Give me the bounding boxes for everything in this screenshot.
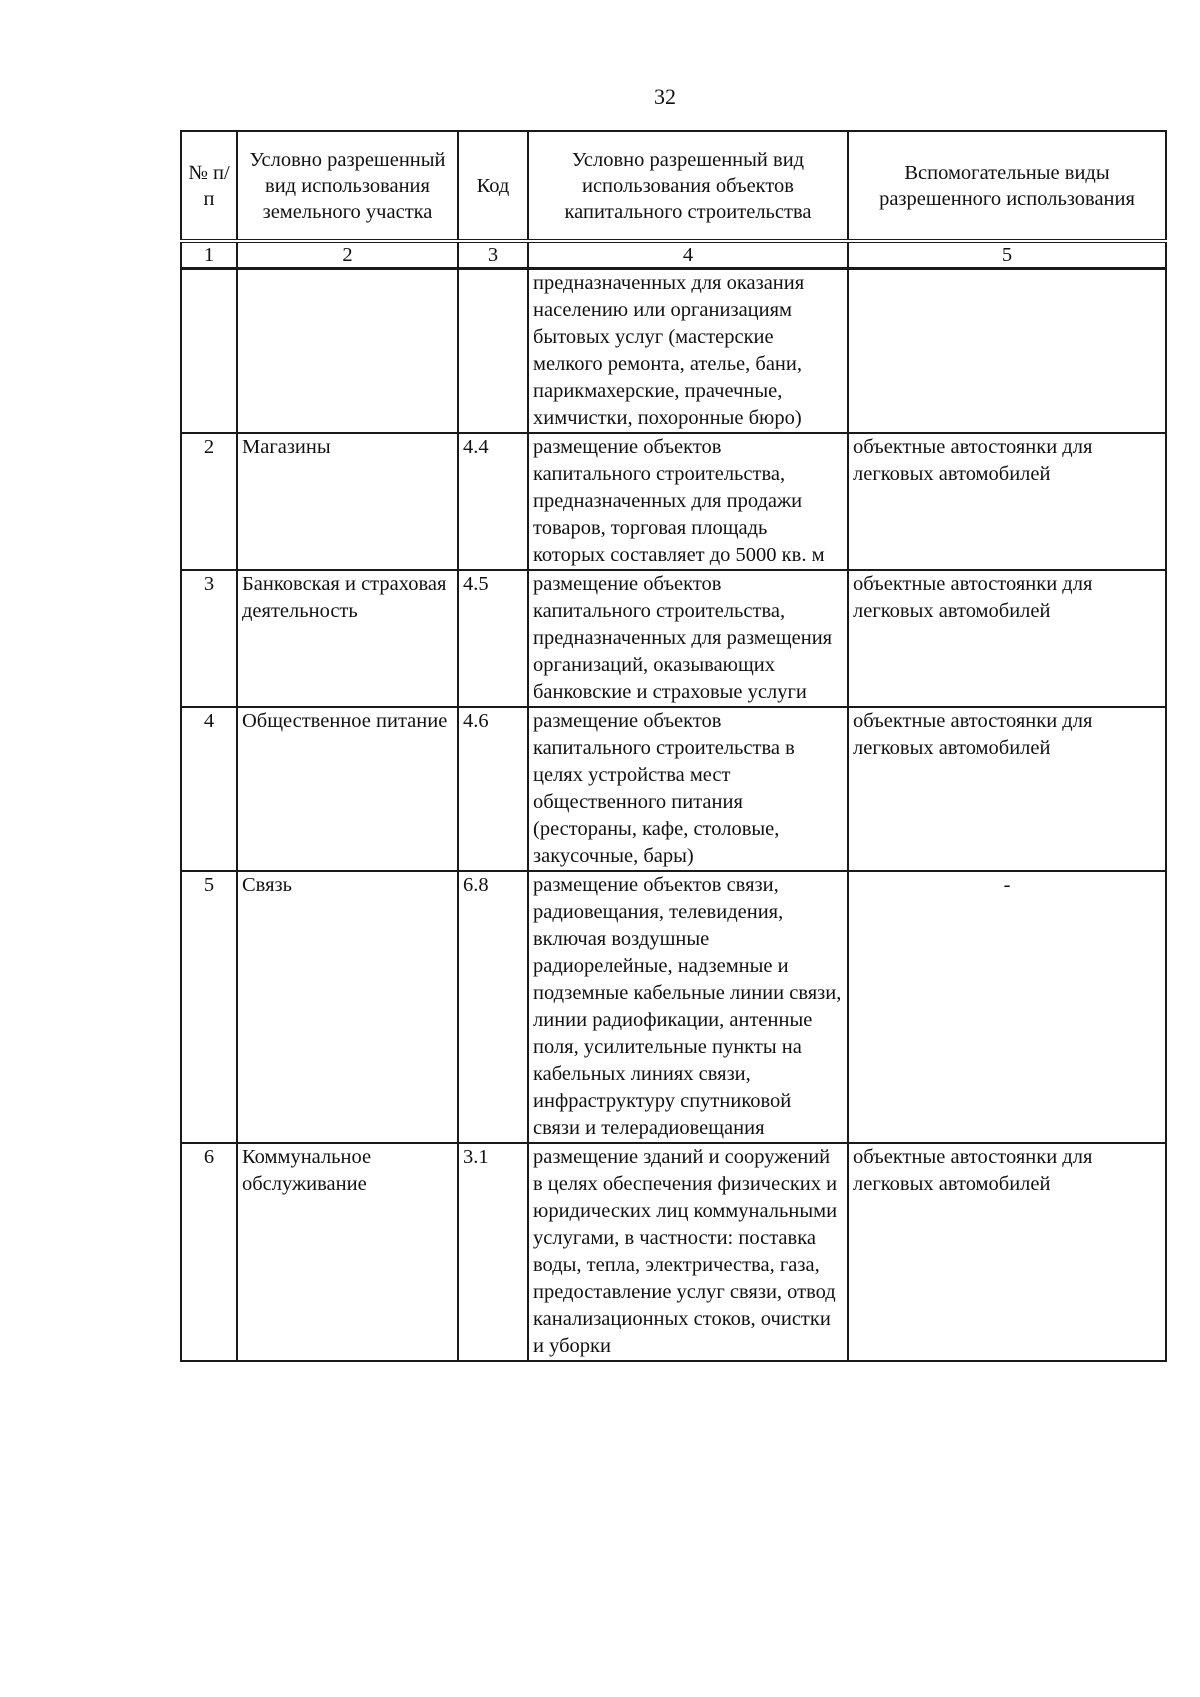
row-land-use: Банковская и страховая деятельность — [237, 570, 458, 707]
table-row — [181, 871, 1166, 1143]
row-code: 4.4 — [458, 433, 528, 570]
row-land-use: Общественное питание — [237, 707, 458, 871]
row-num: 2 — [181, 433, 237, 570]
row-land-use — [237, 269, 458, 434]
row-building-use: размещение объектов капитального строительства, предназначенных для продажи товаров, торговая площадь которых составляет до 5000 кв. м — [528, 433, 848, 570]
table-row — [181, 707, 1166, 871]
row-auxiliary: объектные автостоянки для легковых автомобилей — [848, 707, 1166, 871]
row-auxiliary: объектные автостоянки для легковых автомобилей — [848, 433, 1166, 570]
row-code: 3.1 — [458, 1143, 528, 1361]
row-code: 6.8 — [458, 871, 528, 1143]
row-auxiliary: - — [848, 871, 1166, 1143]
row-code — [458, 269, 528, 434]
row-land-use: Коммунальное обслуживание — [237, 1143, 458, 1361]
header-code: Код — [458, 131, 528, 241]
table-row — [181, 1143, 1166, 1361]
row-auxiliary — [848, 269, 1166, 434]
column-number: 1 — [181, 241, 237, 269]
row-building-use: размещение зданий и сооружений в целях обеспечения физических и юридических лиц коммунальными услугами, в частности: поставка воды, тепла, электричества, газа, предоставление услуг связи, отвод канализационных стоков, очистки и уборки — [528, 1143, 848, 1361]
header-num: № п/п — [181, 131, 237, 241]
row-building-use: предназначенных для оказания населению или организациям бытовых услуг (мастерские мелкого ремонта, ателье, бани, парикмахерские, прачечные, химчистки, похоронные бюро) — [528, 269, 848, 434]
header-land-use: Условно разрешенный вид использования земельного участка — [237, 131, 458, 241]
column-number: 5 — [848, 241, 1166, 269]
table-header-row — [181, 131, 1166, 241]
column-number: 2 — [237, 241, 458, 269]
row-building-use: размещение объектов связи, радиовещания, телевидения, включая воздушные радиорелейные, надземные и подземные кабельные линии связи, линии радиофикации, антенные поля, усилительные пункты на кабельных линиях связи, инфраструктуру спутниковой связи и телерадиовещания — [528, 871, 848, 1143]
row-building-use: размещение объектов капитального строительства в целях устройства мест общественного питания (рестораны, кафе, столовые, закусочные, бары) — [528, 707, 848, 871]
column-number: 3 — [458, 241, 528, 269]
row-num: 4 — [181, 707, 237, 871]
table-row — [181, 433, 1166, 570]
row-num: 3 — [181, 570, 237, 707]
row-auxiliary: объектные автостоянки для легковых автомобилей — [848, 570, 1166, 707]
row-code: 4.5 — [458, 570, 528, 707]
row-land-use: Магазины — [237, 433, 458, 570]
land-use-table — [180, 130, 1167, 1362]
table-row — [181, 269, 1166, 434]
row-code: 4.6 — [458, 707, 528, 871]
row-building-use: размещение объектов капитального строительства, предназначенных для размещения организаций, оказывающих банковские и страховые услуги — [528, 570, 848, 707]
row-land-use: Связь — [237, 871, 458, 1143]
column-numbers-row — [181, 241, 1166, 269]
header-building-use: Условно разрешенный вид использования объектов капитального строительства — [528, 131, 848, 241]
column-number: 4 — [528, 241, 848, 269]
row-auxiliary: объектные автостоянки для легковых автомобилей — [848, 1143, 1166, 1361]
row-num: 5 — [181, 871, 237, 1143]
row-num: 6 — [181, 1143, 237, 1361]
table-row — [181, 570, 1166, 707]
header-auxiliary: Вспомогательные виды разрешенного использования — [848, 131, 1166, 241]
page-number: 32 — [654, 84, 676, 109]
row-num — [181, 269, 237, 434]
